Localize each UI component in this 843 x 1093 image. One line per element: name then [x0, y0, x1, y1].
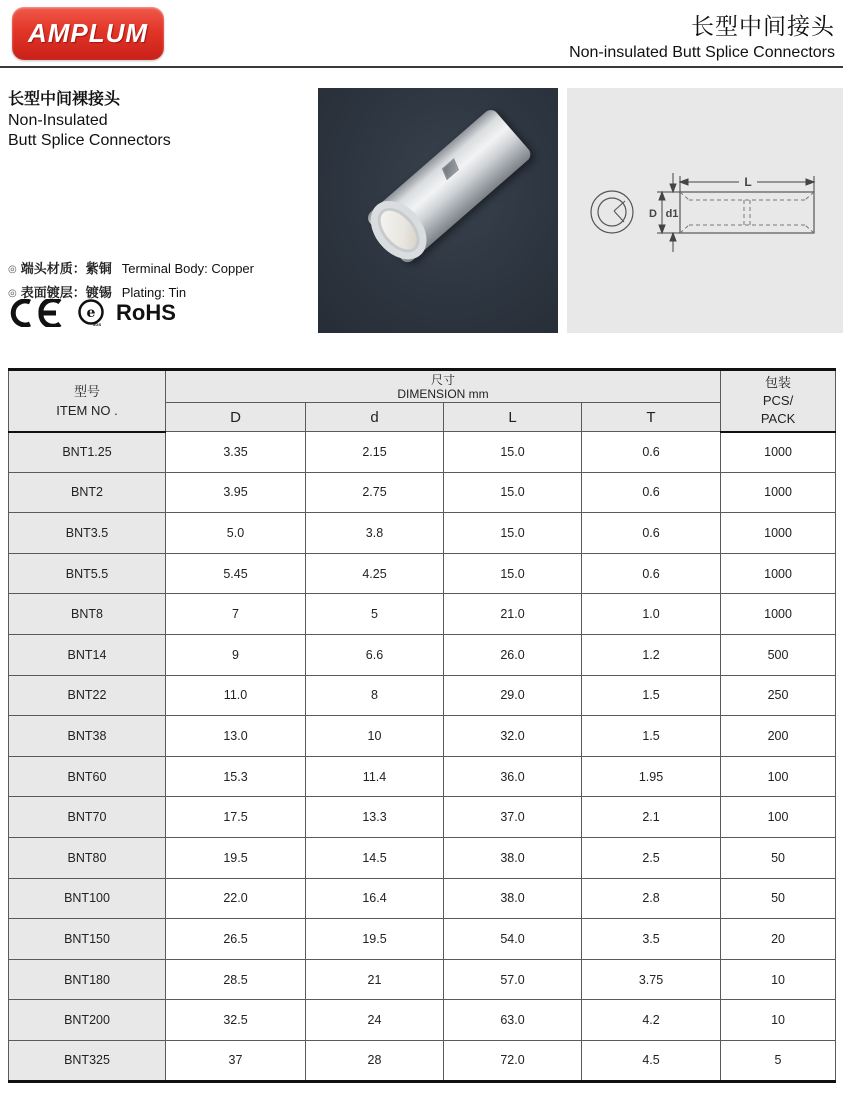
- T-cell: 4.2: [582, 1000, 721, 1041]
- D-cell: 15.3: [166, 756, 306, 797]
- spec-terminal-body-zh: 端头材质：紫铜: [20, 261, 112, 276]
- col-header-dimension-zh: 尺寸: [431, 372, 456, 387]
- dim-d1: [666, 173, 679, 252]
- D-cell: 13.0: [166, 716, 306, 757]
- D-cell: 28.5: [166, 959, 306, 1000]
- col-header-pack-en2: PACK: [760, 410, 796, 426]
- col-header-item: [9, 370, 166, 432]
- pack-cell: 50: [721, 878, 836, 919]
- pack-cell: 10: [721, 1000, 836, 1041]
- item-no-cell: BNT38: [9, 716, 166, 757]
- svg-text:D: D: [649, 208, 657, 220]
- pack-cell: 100: [721, 797, 836, 838]
- end-view: [591, 191, 633, 233]
- d-cell: 6.6: [306, 634, 444, 675]
- header-titles: [569, 8, 835, 62]
- table-row: [9, 959, 836, 1000]
- d-cell: 3.8: [306, 513, 444, 554]
- D-cell: 9: [166, 634, 306, 675]
- T-cell: 0.6: [582, 432, 721, 473]
- item-no-cell: BNT5.5: [9, 553, 166, 594]
- connector-bore: [374, 204, 424, 256]
- item-no-cell: BNT80: [9, 837, 166, 878]
- pack-cell: 100: [721, 756, 836, 797]
- T-cell: 1.5: [582, 716, 721, 757]
- D-cell: 37: [166, 1040, 306, 1081]
- product-title-en-line2: Butt Splice Connectors: [8, 132, 171, 149]
- spec-plating-zh: 表面镀层：镀锡: [20, 285, 112, 300]
- L-cell: 32.0: [444, 716, 582, 757]
- d-cell: 13.3: [306, 797, 444, 838]
- d-cell: 14.5: [306, 837, 444, 878]
- svg-text:SGS: SGS: [92, 322, 102, 327]
- pack-cell: 250: [721, 675, 836, 716]
- L-cell: 38.0: [444, 878, 582, 919]
- table-row: [9, 797, 836, 838]
- L-cell: 15.0: [444, 513, 582, 554]
- item-no-cell: BNT60: [9, 756, 166, 797]
- D-cell: 22.0: [166, 878, 306, 919]
- table-row: [9, 878, 836, 919]
- L-cell: 26.0: [444, 634, 582, 675]
- svg-text:e: e: [86, 305, 96, 321]
- L-cell: 15.0: [444, 432, 582, 473]
- pack-cell: 50: [721, 837, 836, 878]
- pack-cell: 5: [721, 1040, 836, 1081]
- item-no-cell: BNT180: [9, 959, 166, 1000]
- T-cell: 0.6: [582, 513, 721, 554]
- table-row: [9, 634, 836, 675]
- d-cell: 5: [306, 594, 444, 635]
- brand-logo: [12, 7, 164, 60]
- D-cell: 5.45: [166, 553, 306, 594]
- connector-opening: [360, 190, 438, 270]
- d-cell: 4.25: [306, 553, 444, 594]
- item-no-cell: BNT150: [9, 919, 166, 960]
- page-title-en: Non-insulated Butt Splice Connectors: [569, 44, 835, 61]
- L-cell: 38.0: [444, 837, 582, 878]
- table-row: [9, 1040, 836, 1081]
- spec-terminal-body: [8, 258, 254, 277]
- pack-cell: 1000: [721, 513, 836, 554]
- col-header-D: D: [166, 403, 306, 432]
- pack-cell: 200: [721, 716, 836, 757]
- item-no-cell: BNT70: [9, 797, 166, 838]
- dimension-drawing: [567, 88, 843, 333]
- table-row: [9, 675, 836, 716]
- item-no-cell: BNT8: [9, 594, 166, 635]
- L-cell: 63.0: [444, 1000, 582, 1041]
- certification-marks: [8, 298, 176, 328]
- product-title-zh: 长型中间裸接头: [8, 91, 121, 108]
- table-row: [9, 594, 836, 635]
- col-header-T: T: [582, 403, 721, 432]
- page-header: [0, 0, 843, 68]
- col-header-dimension-en: DIMENSION mm: [397, 386, 489, 401]
- item-no-cell: BNT2: [9, 472, 166, 513]
- D-cell: 3.95: [166, 472, 306, 513]
- col-header-dimension: [166, 370, 721, 403]
- item-no-cell: BNT1.25: [9, 432, 166, 473]
- spec-terminal-body-en: Terminal Body: Copper: [121, 261, 254, 276]
- D-cell: 17.5: [166, 797, 306, 838]
- d-cell: 2.15: [306, 432, 444, 473]
- item-no-cell: BNT22: [9, 675, 166, 716]
- spec-table-body: [9, 432, 836, 1082]
- item-no-cell: BNT3.5: [9, 513, 166, 554]
- T-cell: 4.5: [582, 1040, 721, 1081]
- ce-mark-icon: [8, 299, 66, 327]
- brand-logo-text: AMPLUM: [27, 18, 149, 48]
- pack-cell: 1000: [721, 594, 836, 635]
- product-title-en-line1: Non-Insulated: [8, 112, 108, 129]
- side-view: [680, 192, 814, 233]
- spec-table: [8, 368, 836, 1083]
- table-row: [9, 432, 836, 473]
- table-row: [9, 919, 836, 960]
- d-cell: 2.75: [306, 472, 444, 513]
- table-row: [9, 472, 836, 513]
- D-cell: 5.0: [166, 513, 306, 554]
- D-cell: 11.0: [166, 675, 306, 716]
- L-cell: 57.0: [444, 959, 582, 1000]
- bullet-icon: ◎: [8, 264, 17, 275]
- pack-cell: 1000: [721, 472, 836, 513]
- pack-cell: 500: [721, 634, 836, 675]
- col-header-item-en: ITEM NO .: [56, 402, 118, 418]
- d-cell: 8: [306, 675, 444, 716]
- D-cell: 7: [166, 594, 306, 635]
- d-cell: 28: [306, 1040, 444, 1081]
- svg-text:d1: d1: [665, 208, 679, 220]
- d-cell: 11.4: [306, 756, 444, 797]
- col-header-L: L: [444, 403, 582, 432]
- T-cell: 2.1: [582, 797, 721, 838]
- table-row: [9, 756, 836, 797]
- pack-cell: 10: [721, 959, 836, 1000]
- pack-cell: 1000: [721, 432, 836, 473]
- T-cell: 1.5: [582, 675, 721, 716]
- L-cell: 15.0: [444, 553, 582, 594]
- item-no-cell: BNT100: [9, 878, 166, 919]
- d-cell: 21: [306, 959, 444, 1000]
- product-photo: [318, 88, 558, 333]
- item-no-cell: BNT325: [9, 1040, 166, 1081]
- product-intro: [8, 86, 308, 336]
- dim-L: [680, 175, 814, 192]
- col-header-item-zh: 型号: [73, 383, 100, 399]
- table-row: [9, 837, 836, 878]
- item-no-cell: BNT200: [9, 1000, 166, 1041]
- sgs-mark-icon: [76, 298, 106, 328]
- d-cell: 16.4: [306, 878, 444, 919]
- d-cell: 10: [306, 716, 444, 757]
- table-row: [9, 553, 836, 594]
- L-cell: 36.0: [444, 756, 582, 797]
- L-cell: 21.0: [444, 594, 582, 635]
- bullet-icon: ◎: [8, 288, 17, 299]
- svg-text:L: L: [744, 175, 752, 189]
- page-title-zh: 长型中间接头: [691, 13, 835, 39]
- T-cell: 1.0: [582, 594, 721, 635]
- table-row: [9, 513, 836, 554]
- T-cell: 1.95: [582, 756, 721, 797]
- col-header-d: d: [306, 403, 444, 432]
- butt-splice-connector-image: [365, 107, 534, 266]
- D-cell: 26.5: [166, 919, 306, 960]
- L-cell: 54.0: [444, 919, 582, 960]
- d-cell: 19.5: [306, 919, 444, 960]
- L-cell: 29.0: [444, 675, 582, 716]
- col-header-pack-en1: PCS/: [762, 392, 794, 408]
- rohs-mark: RoHS: [116, 300, 176, 325]
- T-cell: 3.5: [582, 919, 721, 960]
- col-header-pack: [721, 370, 836, 432]
- L-cell: 15.0: [444, 472, 582, 513]
- T-cell: 2.5: [582, 837, 721, 878]
- L-cell: 72.0: [444, 1040, 582, 1081]
- L-cell: 37.0: [444, 797, 582, 838]
- table-row: [9, 1000, 836, 1041]
- T-cell: 1.2: [582, 634, 721, 675]
- D-cell: 32.5: [166, 1000, 306, 1041]
- d-cell: 24: [306, 1000, 444, 1041]
- T-cell: 0.6: [582, 472, 721, 513]
- spec-table-header: [9, 370, 836, 432]
- T-cell: 3.75: [582, 959, 721, 1000]
- pack-cell: 20: [721, 919, 836, 960]
- technical-diagram: [567, 88, 843, 333]
- spec-plating-en: Plating: Tin: [121, 285, 187, 300]
- pack-cell: 1000: [721, 553, 836, 594]
- product-title-en: [8, 111, 308, 151]
- D-cell: 3.35: [166, 432, 306, 473]
- col-header-pack-zh: 包装: [765, 374, 792, 390]
- D-cell: 19.5: [166, 837, 306, 878]
- connector-notch: [442, 158, 459, 180]
- item-no-cell: BNT14: [9, 634, 166, 675]
- T-cell: 0.6: [582, 553, 721, 594]
- T-cell: 2.8: [582, 878, 721, 919]
- table-row: [9, 716, 836, 757]
